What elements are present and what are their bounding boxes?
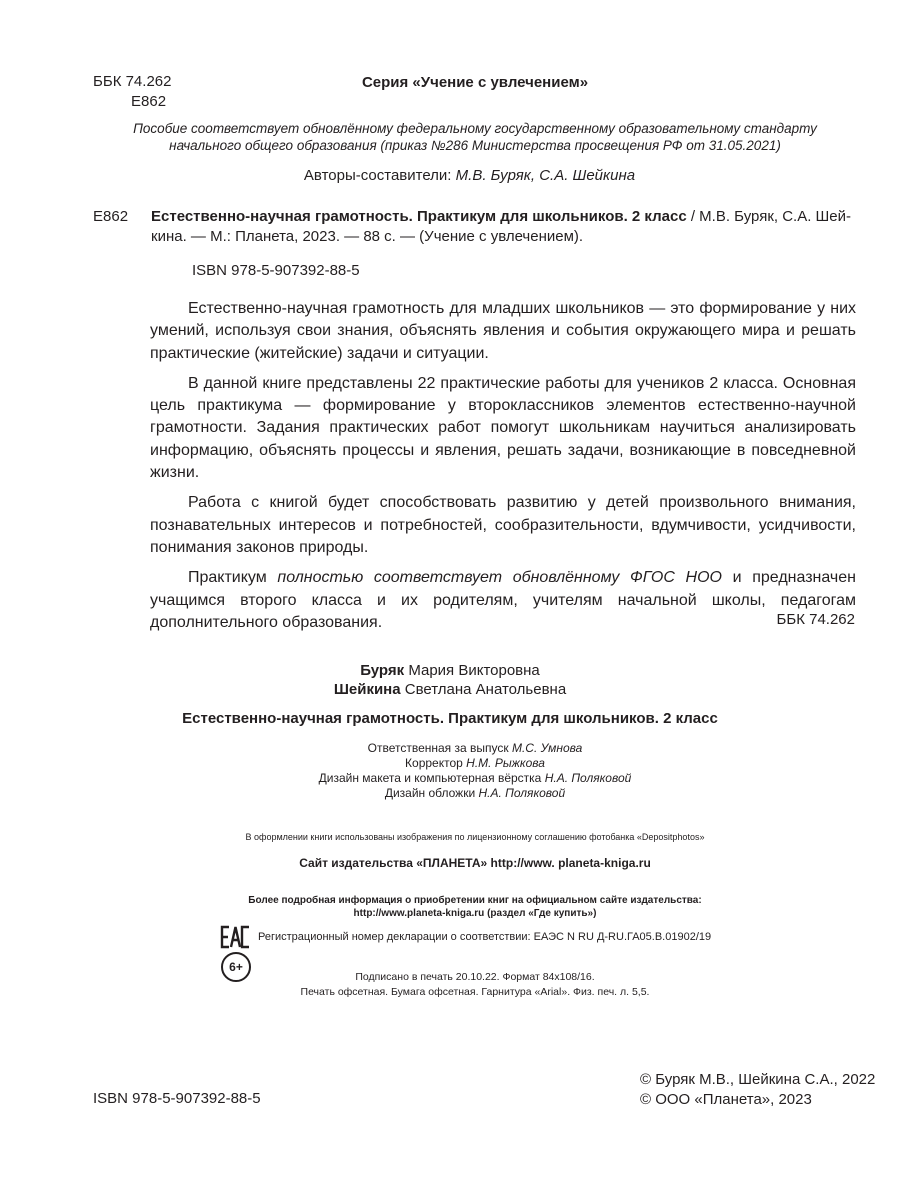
fgos-emphasis: полностью соответствует обновлённому ФГОС НОО [277, 569, 722, 587]
print-info: Подписано в печать 20.10.22. Формат 84x108/16. Печать офсетная. Бумага офсетная. Гарнитура «Arial». Физ. печ. л. 5,5. [300, 971, 650, 998]
author-name: Мария Викторовна [404, 662, 540, 679]
abstract [150, 298, 856, 642]
authors-label: Авторы-составители: [303, 167, 452, 184]
bbk-code: ББК 74.262 [93, 73, 172, 90]
series-title: Серия «Учение с увлечением» [361, 74, 589, 91]
abstract-paragraph: В данной книге представлены 22 практические работы для учеников 2 класса. Основная цель практикума — формирование у второклассников элементов естественно-научной грамотности. Задания практических работ помогут школьникам научиться анализировать информацию, объяснять процессы и явления, решать задачи, возникающие в повседневной жизни. [150, 374, 856, 482]
credit-line: Ответственная за выпуск М.С. Умнова [367, 741, 583, 755]
standard-note-line: Пособие соответствует обновлённому федеральному государственному образовательному стандарту [133, 121, 817, 136]
bbk-index [93, 72, 171, 112]
author-mark: Е862 [131, 93, 167, 110]
bib-title: Естественно-научная грамотность. Практикум для школьников. 2 класс [151, 208, 687, 225]
eac-conformity-icon [220, 925, 250, 949]
purchase-info: Более подробная информация о приобретении книг на официальном сайте издательства: http://www.planeta-kniga.ru (раздел «Где купить») [248, 895, 702, 919]
bib-code: Е862 [93, 208, 129, 225]
copyright [640, 1070, 875, 1110]
copyright-line: © Буряк М.В., Шейкина С.А., 2022 [640, 1071, 876, 1088]
credit-line: Дизайн обложки Н.А. Поляковой [384, 786, 566, 800]
age-rating-badge: 6+ [221, 952, 251, 982]
credit-line: Дизайн макета и компьютерная вёрстка Н.А. Поляковой [318, 771, 632, 785]
standard-note [100, 120, 850, 154]
isbn-footer: ISBN 978-5-907392-88-5 [93, 1090, 261, 1107]
credits [0, 741, 900, 801]
author-name: Светлана Анатольевна [400, 681, 567, 698]
abstract-paragraph: Работа с книгой будет способствовать развитию у детей произвольного внимания, познавательных интересов и потребностей, сообразительности, вдумчивости, усидчивости, понимания законов природы. [150, 494, 856, 556]
publisher-site: Сайт издательства «ПЛАНЕТА» http://www. planeta-kniga.ru [299, 856, 651, 870]
isbn-record: ISBN 978-5-907392-88-5 [192, 262, 360, 279]
bib-line2: кина. — М.: Планета, 2023. — 88 с. — (Учение с увлечением). [151, 228, 584, 245]
credit-line: Корректор Н.М. Рыжкова [405, 756, 545, 770]
author-names [0, 661, 900, 699]
standard-note-line: начального общего образования (приказ №286 Министерства просвещения РФ от 31.05.2021) [169, 138, 781, 153]
bibliographic-record [93, 207, 855, 247]
author-surname: Шейкина [333, 681, 401, 698]
abstract-paragraph: Практикум полностью соответствует обновлённому ФГОС НОО и предназначен учащимся второго класса и их родителям, учителям начальной школы, педагогам дополнительного образования. [150, 569, 856, 631]
authors-line [93, 167, 846, 184]
bbk-code-bottom: ББК 74.262 [776, 611, 855, 628]
authors-names: М.В. Буряк, С.А. Шейкина [455, 167, 636, 184]
abstract-paragraph: Естественно-научная грамотность для младших школьников — это формирование у них умений, используя свои знания, объяснять явления и события окружающего мира и решать практические (житейские) задачи и ситуации. [150, 300, 856, 362]
book-title: Естественно-научная грамотность. Практикум для школьников. 2 класс [182, 710, 718, 727]
copyright-line: © ООО «Планета», 2023 [640, 1091, 812, 1108]
bib-rest: / М.В. Буряк, С.А. Шей- [686, 208, 852, 225]
author-surname: Буряк [360, 662, 405, 679]
image-license-note: В оформлении книги использованы изображения по лицензионному соглашению фотобанка «Depositphotos» [245, 832, 705, 842]
declaration-number: Регистрационный номер декларации о соответствии: ЕАЭС N RU Д-RU.ГА05.В.01902/19 [258, 931, 712, 943]
